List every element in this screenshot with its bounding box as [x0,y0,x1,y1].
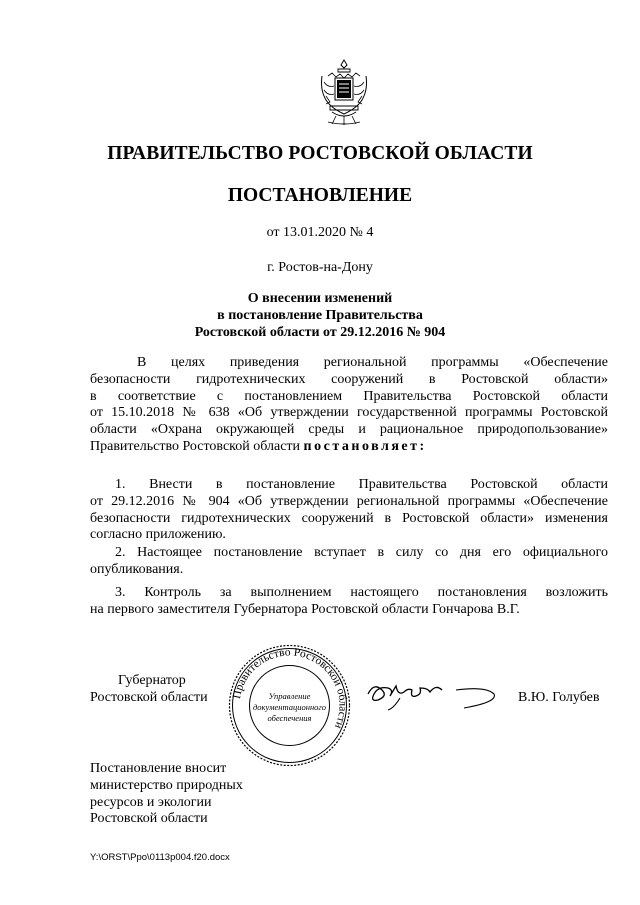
item-1 [90,477,608,544]
text-span: Правительство Ростовской области [90,438,304,454]
text-line: 2. Настоящее постановление вступает в силу со дня его официального [115,545,608,560]
handwritten-signature [360,672,500,714]
org-title: ПРАВИТЕЛЬСТВО РОСТОВСКОЙ ОБЛАСТИ [107,143,533,164]
stamp-inner-line: обеспечения [267,713,312,723]
doc-type-title: ПОСТАНОВЛЕНИЕ [227,185,413,206]
text-line: области «Охрана окружающей среды и рациональное природопользование» [90,422,608,438]
text-line: безопасности гидротехнических сооружений в Ростовской области» [90,371,608,387]
text-line: ресурсов и экологии [90,794,212,810]
text-line: безопасности гидротехнических сооружений в Ростовской области» изменения [90,510,608,526]
stamp-ring-text: Правительство Ростовской области [230,646,349,731]
subject-line: в постановление Правительства [217,308,423,323]
signatory-name: В.Ю. Голубев [518,690,600,705]
text-line: В целях приведения региональной программы «Обеспечение [137,355,608,370]
item-2 [90,545,608,579]
signatory-title-line1: Губернатор [118,673,186,688]
preamble-paragraph [90,355,608,456]
coat-of-arms-icon [318,56,370,128]
text-line: опубликования. [90,561,184,577]
text-line [90,439,608,456]
text-line: министерство природных [90,777,243,793]
text-line: Постановление вносит [90,761,227,776]
text-line: на первого заместителя Губернатора Ростовской области Гончарова В.Г. [90,601,520,617]
introduced-by-block [90,761,243,828]
subject-line: Ростовской области от 29.12.2016 № 904 [194,325,446,340]
text-line: от 29.12.2016 № 904 «Об утверждении региональной программы «Обеспечение [90,493,608,509]
subject-block [0,290,640,341]
stamp-inner-line: документационного [253,702,326,712]
official-stamp [227,643,352,768]
text-line: 3. Контроль за выполнением настоящего постановления возложить [115,585,608,600]
text-line: от 15.10.2018 № 638 «Об утверждении государственной программы Ростовской [90,405,608,421]
file-path-footer: Y:\ORST\Ppo\0113p004.f20.docx [90,852,230,863]
item-3 [90,585,608,619]
text-line: согласно приложению. [90,527,226,543]
signatory-title-line2: Ростовской области [90,690,208,705]
text-line: 1. Внести в постановление Правительства Ростовской области [115,477,608,492]
date-number-line: от 13.01.2020 № 4 [266,225,374,240]
text-line: в соответствие с постановлением Правительства Ростовской области [90,388,608,404]
subject-line: О внесении изменений [247,291,393,306]
text-line: Ростовской области [90,811,208,827]
stamp-inner-line: Управление [268,691,311,701]
decree-word: постановляет: [303,438,427,454]
city-line: г. Ростов-на-Дону [267,260,373,275]
